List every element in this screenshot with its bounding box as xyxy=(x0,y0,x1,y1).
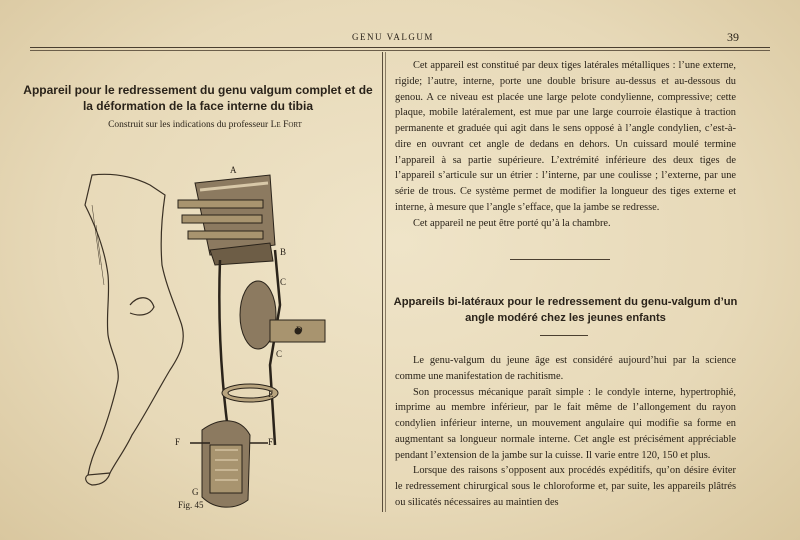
paragraph: Cet appareil est constitué par deux tiges latérales métalliques : l’une externe, rigide; l’autre, interne, porte une double brisure au-dessus et au-dessous du genou. A ce niveau est placée une large pelote condylienne, compressive; cette plaque, mobile latéralement, est mue par une large courroie élastique à traction permanente et graduée qui agit dans le sens opposé à l’angle condylien, c’est-à-dire en ouvrant cet angle de dedans en dehors. Un cuissard moulé termine l’appareil à sa partie supérieure. L’extrémité inférieure des deux tiges de l’appareil s’articule sur un étrier : l’interne, par une coulisse ; l’externe, par une série de trous. Ce système permet de modifier la longueur des tiges externe et interne, à mesure que l’angle s’efface, que la jambe se redresse. xyxy=(395,60,736,213)
paragraph: Son processus mécanique paraît simple : le condyle interne, hypertrophié, imprime au membre inférieur, par le fait même de l’allongement du rayon condylien inférieur interne, un mouvement angulaire qui modifie sa forme en augmentant sa longueur normale interne. Cet angle est précisément appréciable pendant l’extension de la jambe sur la cuisse. Il varie entre 120, 150 et plus. xyxy=(395,386,736,461)
label-a: A xyxy=(230,165,237,175)
header-rule-double xyxy=(30,50,770,51)
label-f-right: F xyxy=(268,437,274,447)
label-c-lower: C xyxy=(276,349,283,359)
running-title: GENU VALGUM xyxy=(352,32,434,42)
label-d: D xyxy=(296,325,303,335)
label-b: B xyxy=(280,247,287,257)
paragraph: Cet appareil ne peut être porté qu’à la chambre. xyxy=(413,217,611,229)
separator-rule xyxy=(510,259,610,260)
paragraph: Le genu-valgum du jeune âge est considéré aujourd’hui par la science comme une manifestation de rachitisme. xyxy=(395,355,736,382)
figure-title: Appareil pour le redressement du genu valgum complet et de la déformation de la face interne du tibia xyxy=(23,83,373,113)
figure-subtitle-text: Construit sur les indications du professeur xyxy=(108,120,271,130)
thigh-cuff xyxy=(178,175,275,265)
brace-illustration xyxy=(70,145,370,515)
figure-caption: Fig. 45 xyxy=(178,500,204,510)
column-divider xyxy=(382,52,383,512)
section-title: Appareils bi-latéraux pour le redressement du genu-valgum d’un angle modéré chez les jeunes enfants xyxy=(393,296,738,324)
label-f-left: F xyxy=(175,437,181,447)
knee-pad xyxy=(240,281,325,349)
running-head xyxy=(0,30,800,48)
figure-subtitle xyxy=(60,120,350,130)
body-text-top xyxy=(395,58,736,231)
label-e: E xyxy=(268,389,274,399)
leg-drawing xyxy=(85,174,183,485)
label-g: G xyxy=(192,487,199,497)
paragraph: Lorsque des raisons s’opposent aux procédés expéditifs, qu’on désire éviter le redressement chirurgical sous le chloroforme et, par suite, les appareils plâtrés ou silicatés nécessaires au maintien des xyxy=(395,465,736,508)
foot-stirrup xyxy=(190,421,268,507)
metal-rods xyxy=(219,250,283,445)
figure-subtitle-name: Le Fort xyxy=(270,120,302,130)
column-divider-double xyxy=(385,52,386,512)
page-number: 39 xyxy=(727,30,739,44)
label-c-upper: C xyxy=(280,277,287,287)
body-text-bottom xyxy=(395,353,736,511)
separator-rule-short xyxy=(540,335,588,336)
header-rule xyxy=(30,47,770,48)
